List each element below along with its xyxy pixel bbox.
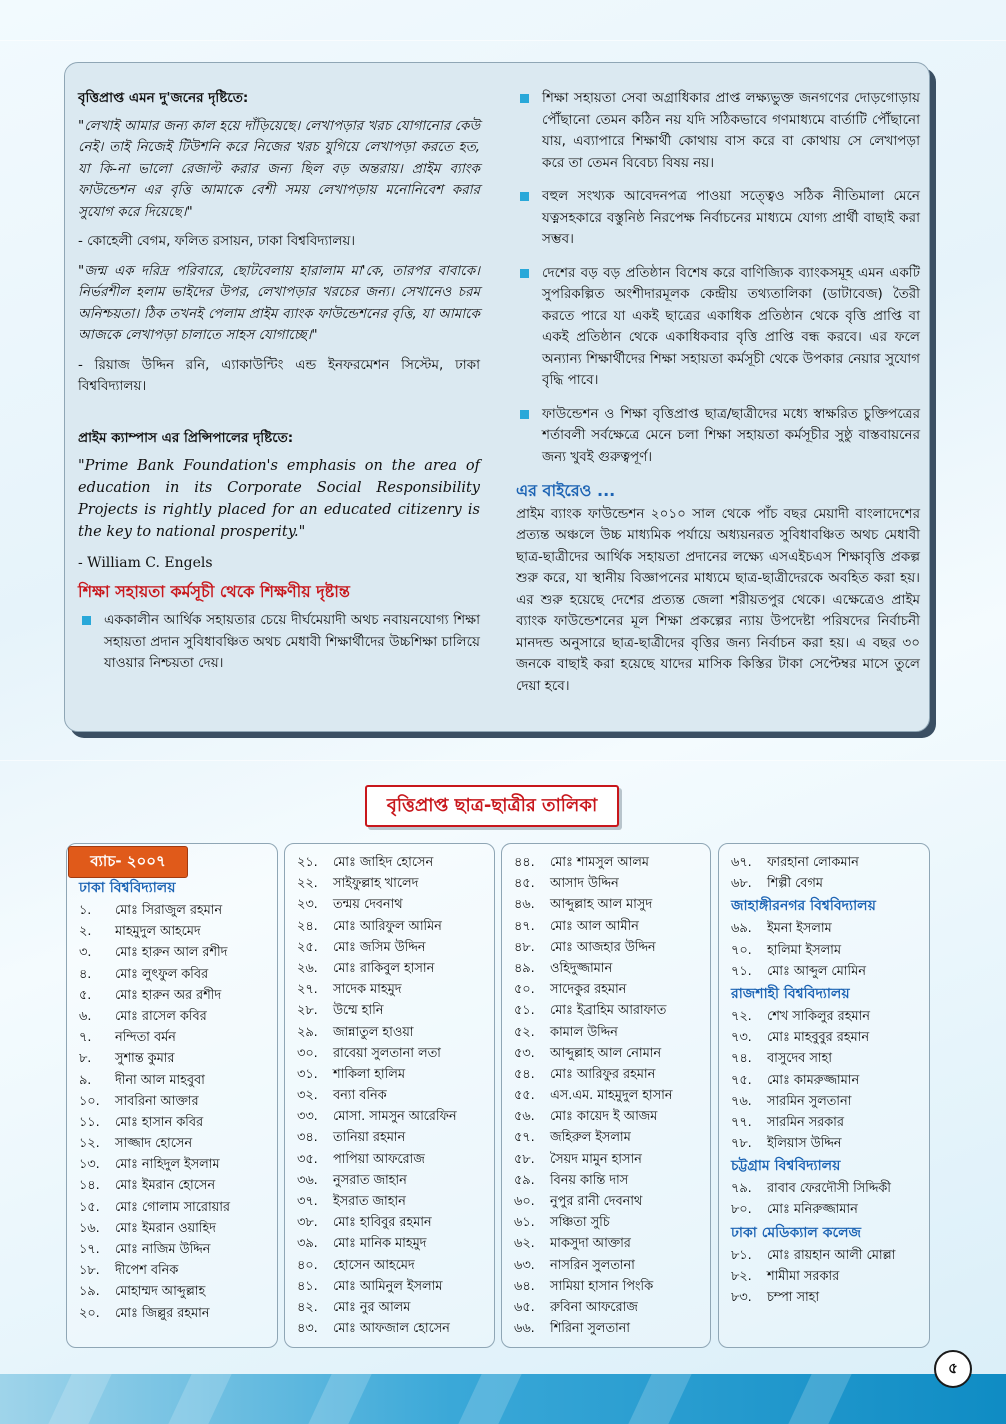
list-item-number: ২৮. — [297, 1003, 318, 1019]
list-item-name: মাকসুদা আক্তার — [550, 1236, 631, 1252]
list-item-number: ৪৩. — [297, 1321, 318, 1337]
list-item-name: পাপিয়া আফরোজ — [333, 1151, 425, 1167]
list-item-number: ৫৩. — [514, 1045, 535, 1061]
list-item-name: মোহাম্মদ আব্দুল্লাহ — [115, 1284, 206, 1300]
list-item — [731, 961, 923, 982]
list-item-name: মোসা. সামসুন আরেফিন — [333, 1109, 457, 1125]
list-item — [731, 940, 923, 961]
list-item-number: ৭০. — [731, 942, 752, 958]
list-item-number: ৩৭. — [297, 1194, 318, 1209]
list-item-name: মোঃ গোলাম সারোয়ার — [115, 1199, 230, 1215]
list-item-number: ৬২. — [514, 1236, 535, 1252]
list-item-number: ৭৪. — [731, 1051, 752, 1067]
list-item-name: মাহমুদুল আহমেদ — [115, 924, 201, 940]
list-item-number: ৫. — [79, 987, 92, 1003]
list-item-number: ৬৬. — [514, 1321, 535, 1337]
attribution-kohely: - কোহেলী বেগম, ফলিত রসায়ন, ঢাকা বিশ্ববিদ্যালয়। — [78, 233, 356, 249]
list-item-name: রুবিনা আফরোজ — [550, 1299, 638, 1315]
list-item-name: মোঃ আফজাল হোসেন — [333, 1321, 450, 1337]
bullet-square-icon — [520, 192, 529, 201]
list-item-name: আব্দুল্লাহ আল মাসুদ — [550, 897, 653, 913]
list-item-name: সাবরিনা আক্তার — [115, 1093, 199, 1109]
list-item-number: ৮২. — [731, 1268, 752, 1284]
list-item — [297, 958, 488, 979]
list-item-number: ৬৭. — [731, 855, 752, 870]
list-item-name: বিনয় কান্তি দাস — [550, 1172, 629, 1188]
list-item-name: দীনা আল মাহবুবা — [115, 1072, 205, 1088]
list-item — [514, 979, 704, 1000]
list-item-name: হালিমা ইসলাম — [767, 942, 841, 958]
list-item — [79, 1260, 271, 1281]
list-item — [297, 894, 488, 915]
principal-quote: "Prime Bank Foundation's emphasis on the area of education in its Corporate Social Responsibility Projects is rightly placed for an educated citizenry is the key to national prosperity." — [78, 458, 480, 540]
list-item-number: ৬১. — [514, 1215, 535, 1231]
list-item — [731, 1006, 923, 1027]
list-item — [297, 1318, 488, 1339]
list-item-name: সাজ্জাদ হোসেন — [115, 1136, 192, 1152]
batch-badge: ব্যাচ- ২০০৭ — [68, 846, 188, 878]
list-item-number: ৩. — [79, 945, 92, 961]
list-item-name: মোঃ রাকিবুল হাসান — [333, 960, 435, 976]
list-item — [79, 1197, 271, 1218]
list-item — [514, 958, 704, 979]
list-item-number: ৪০. — [297, 1257, 318, 1273]
list-item — [297, 1000, 488, 1021]
list-item-number: ৬৫. — [514, 1299, 535, 1315]
list-item-number: ৭১. — [731, 963, 752, 979]
list-item-name: তানিয়া রহমান — [333, 1130, 406, 1146]
list-item — [514, 1043, 704, 1064]
list-item-name: রাবাব ফেরদৌসী সিদ্দিকী — [767, 1181, 891, 1197]
list-item-number: ৪১. — [297, 1278, 318, 1294]
list-item-name: আব্দুল্লাহ আল নোমান — [550, 1045, 662, 1061]
list-item-number: ৫৪. — [514, 1066, 535, 1082]
list-item-name: রাবেয়া সুলতানা লতা — [333, 1045, 441, 1061]
page-number: ৫ — [934, 1350, 972, 1388]
principal-view-heading: প্রাইম ক্যাম্পাস এর প্রিন্সিপালের দৃষ্টিতে: — [78, 429, 294, 446]
list-item — [79, 1070, 271, 1091]
list-item-number: ৫১. — [514, 1003, 535, 1019]
list-item-name: মোঃ মাহবুবুর রহমান — [767, 1030, 870, 1046]
lessons-heading: শিক্ষা সহায়তা কর্মসূচী থেকে শিক্ষণীয় দৃষ্টান্ত — [78, 581, 350, 601]
list-item-name: মোঃ হারুন অর রশীদ — [115, 987, 222, 1003]
list-item-name: শিরিনা সুলতানা — [550, 1321, 631, 1337]
list-item-number: ৩৬. — [297, 1172, 318, 1188]
list-item-number: ১৯. — [79, 1284, 100, 1300]
list-item — [731, 918, 923, 939]
list-item-number: ৪৬. — [514, 897, 535, 913]
list-item-number: ৭২. — [731, 1008, 752, 1024]
lesson-bullet: এককালীন আর্থিক সহায়তার চেয়ে দীর্ঘমেয়াদী অথচ নবায়নযোগ্য শিক্ষা সহায়তা প্রদান সুবিধাবঞ্চিত অথচ মেধাবী শিক্ষার্থীদের উচ্চশিক্ষা চালিয়ে যাওয়ার নিশ্চয়তা দেয়। — [78, 610, 480, 675]
list-item-number: ৩৩. — [297, 1109, 318, 1125]
list-item-name: মোঃ নাহিদুল ইসলাম — [115, 1157, 220, 1173]
list-item-name: সৈয়দ মামুন হাসান — [550, 1151, 642, 1167]
list-item-name: মোঃ ইমরান হোসেন — [115, 1178, 215, 1194]
list-item-name: সাদেকুর রহমান — [550, 982, 627, 998]
list-item-number: ৩৯. — [297, 1236, 318, 1252]
list-item-name: মোঃ হারুন আল রশীদ — [115, 945, 228, 961]
list-item — [731, 852, 923, 873]
list-item — [731, 1027, 923, 1048]
beyond-heading: এর বাইরেও ... — [516, 481, 616, 500]
list-item-name: মোঃ মানিক মাহমুদ — [333, 1236, 427, 1252]
footer-band — [0, 1374, 1006, 1424]
list-item-number: ৭৩. — [731, 1030, 752, 1046]
list-item-name: মোঃ আব্দুল মোমিন — [767, 963, 866, 979]
list-item — [297, 1106, 488, 1127]
list-item — [514, 937, 704, 958]
list-item-number: ৪. — [79, 966, 92, 982]
list-item-name: দীপেশ বনিক — [115, 1263, 179, 1279]
list-item-number: ১৪. — [79, 1178, 100, 1194]
list-item-name: ওহিদুজ্জামান — [550, 960, 613, 976]
list-item-name: বন্যা বনিক — [333, 1088, 387, 1104]
list-item — [514, 1085, 704, 1106]
list-item — [514, 1064, 704, 1085]
list-item-name: এস.এম. মাহমুদুল হাসান — [550, 1088, 673, 1104]
list-item-number: ৩৪. — [297, 1130, 318, 1146]
list-item-number: ১৫. — [79, 1199, 100, 1215]
list-item-name: শাকিলা হালিম — [333, 1066, 405, 1082]
left-column — [78, 88, 480, 687]
list-item-name: সুশান্ত কুমার — [115, 1051, 175, 1067]
list-item — [297, 1149, 488, 1170]
list-item — [731, 1091, 923, 1112]
list-item-number: ৮৩. — [731, 1290, 752, 1305]
list-item-name: শেখ সাকিলুর রহমান — [767, 1008, 870, 1024]
list-item-number: ৫৫. — [514, 1088, 535, 1104]
list-item — [79, 942, 271, 963]
list-item — [514, 1297, 704, 1318]
list-item-name: মোঃ ইমরান ওয়াহিদ — [115, 1220, 216, 1236]
list-item-name: সাদেক মাহমুদ — [333, 982, 402, 998]
list-item-number: ১১. — [79, 1114, 100, 1130]
list-item-name: শিল্পী বেগম — [767, 876, 823, 892]
list-item-number: ৬. — [79, 1008, 92, 1024]
list-item-name: জহিরুল ইসলাম — [550, 1130, 631, 1146]
list-item — [514, 1276, 704, 1297]
list-item-name: সঞ্চিতা সুচি — [550, 1215, 610, 1231]
list-item-name: ইমনা ইসলাম — [767, 921, 832, 937]
list-item — [731, 1266, 923, 1287]
university-heading: রাজশাহী বিশ্ববিদ্যালয় — [731, 985, 850, 1002]
list-item-number: ৩০. — [297, 1045, 318, 1061]
list-item-name: জান্নাতুল হাওয়া — [333, 1024, 414, 1040]
list-item — [731, 1070, 923, 1091]
list-item-number: ৭৫. — [731, 1072, 752, 1088]
lesson-bullet: শিক্ষা সহায়তা সেবা অগ্রাধিকার প্রাপ্ত লক্ষ্যভুক্ত জনগণের দোড়গোড়ায় পৌঁছানো তেমন কঠিন নয় যদি সঠিকভাবে গণমাধ্যমে বার্তাটি পৌঁছানো যায়, এব্যাপারে শিক্ষার্থী কোথায় বাস করে বা কোথায় সে লেখাপড়া করে তা তেমন বিবেচ্য বিষয় নয়। — [516, 88, 920, 174]
list-item-number: ২২. — [297, 876, 318, 892]
list-item — [297, 1297, 488, 1318]
list-item-name: শামীমা সরকার — [767, 1268, 840, 1284]
list-item-name: মোঃ জাহিদ হোসেন — [333, 855, 434, 870]
list-item-number: ২০. — [79, 1305, 100, 1321]
list-item-name: হোসেন আহমেদ — [333, 1257, 415, 1273]
list-item-name: মোঃ জিল্লুর রহমান — [115, 1305, 210, 1321]
list-item-name: নাসরিন সুলতানা — [550, 1257, 635, 1273]
list-item-number: ৯. — [79, 1072, 92, 1088]
list-item-number: ৭৯. — [731, 1181, 752, 1197]
list-item-number: ২৭. — [297, 982, 318, 998]
list-item-name: ইলিয়াস উদ্দিন — [767, 1136, 842, 1152]
list-item — [79, 1027, 271, 1048]
list-item-name: সারমিন সুলতানা — [767, 1093, 852, 1109]
list-item-number: ৩২. — [297, 1088, 318, 1104]
list-item — [297, 1191, 488, 1212]
list-item-name: মোঃ আজহার উদ্দিন — [550, 939, 656, 955]
university-heading: চট্টগ্রাম বিশ্ববিদ্যালয় — [731, 1158, 841, 1175]
list-item-number: ৮. — [79, 1051, 92, 1067]
list-item-name: মোঃ আরিফুল আমিন — [333, 918, 442, 934]
list-item-number: ২৫. — [297, 939, 318, 955]
list-item — [79, 964, 271, 985]
list-item-name: সারমিন সরকার — [767, 1114, 844, 1130]
list-column-3 — [501, 843, 711, 1348]
university-heading: ঢাকা মেডিক্যাল কলেজ — [731, 1224, 862, 1241]
list-item-number: ৪৮. — [514, 939, 535, 955]
list-item-number: ৬৪. — [514, 1278, 535, 1294]
lesson-bullet: ফাউন্ডেশন ও শিক্ষা বৃত্তিপ্রাপ্ত ছাত্র/ছাত্রীদের মধ্যে স্বাক্ষরিত চুক্তিপত্রের শর্তাবলী সর্বক্ষেত্রে মেনে চলা শিক্ষা সহায়তা কর্মসূচীর সুষ্ঠু বাস্তবায়নের জন্য খুবই গুরুত্বপূর্ণ। — [516, 404, 920, 469]
attribution-riaz: - রিয়াজ উদ্দিন রনি, এ্যাকাউন্টিং এন্ড ইনফরমেশন সিস্টেম, ঢাকা বিশ্ববিদ্যালয়। — [78, 356, 480, 394]
list-item — [297, 1022, 488, 1043]
principal-attribution: - William C. Engels — [78, 555, 213, 571]
list-item-number: ৮১. — [731, 1247, 752, 1263]
list-item — [514, 1318, 704, 1339]
list-item — [514, 1233, 704, 1254]
list-item-number: ২. — [79, 924, 92, 940]
bullet-square-icon — [520, 410, 529, 419]
quote-kohely: "লেখাই আমার জন্য কাল হয়ে দাঁড়িয়েছে। লেখাপড়ার খরচ যোগানোর কেউ নেই। তাই নিজেই টিউশনি করে নিজের খরচ যুগিয়ে লেখাপড়া করতে হত, যা কি-না ভালো রেজাল্ট করার জন্য ছিল বড় অন্তরায়। প্রাইম ব্যাংক ফাউন্ডেশন এর বৃত্তি আমাকে বেশী সময় লেখাপড়ায় মনোনিবেশ করার সুযোগ করে দিয়েছে।" — [78, 117, 480, 220]
list-item-number: ৫৬. — [514, 1109, 535, 1125]
list-item-number: ৭৭. — [731, 1114, 752, 1130]
list-item-name: নুপুর রানী দেবনাথ — [550, 1194, 643, 1209]
lesson-bullet: দেশের বড় বড় প্রতিষ্ঠান বিশেষ করে বাণিজ্যিক ব্যাংকসমূহ এমন একটি সুপরিকল্পিত অংশীদারমূলক কেন্দ্রীয় তথ্যতালিকা (ডাটাবেজ) তৈরী করতে পারে যা একই ছাত্রের একাধিক প্রতিষ্ঠান থেকে বৃত্তি প্রাপ্তি বা একই প্রতিষ্ঠান থেকে একাধিকবার বৃত্তি প্রাপ্তি বন্ধ করবে। এর ফলে অন্যান্য শিক্ষার্থীদের শিক্ষা সহায়তা কর্মসূচী থেকে উপকার নেয়ার সুযোগ বৃদ্ধি পাবে। — [516, 263, 920, 392]
list-item-name: নুসরাত জাহান — [333, 1172, 407, 1188]
list-item — [297, 979, 488, 1000]
list-item-number: ৫০. — [514, 982, 535, 998]
list-item — [297, 1127, 488, 1148]
list-item — [79, 1175, 271, 1196]
bullet-square-icon — [82, 616, 91, 625]
list-item-number: ৫৭. — [514, 1130, 535, 1146]
list-item — [297, 1255, 488, 1276]
list-item — [297, 916, 488, 937]
list-item — [514, 1000, 704, 1021]
list-item — [297, 1064, 488, 1085]
list-item-name: মোঃ কায়েদ ই আজম — [550, 1109, 658, 1125]
list-item-number: ৫৯. — [514, 1172, 535, 1188]
list-item — [514, 1191, 704, 1212]
list-item-number: ৭. — [79, 1030, 92, 1046]
lesson-bullet: বহুল সংখ্যক আবেদনপত্র পাওয়া সত্ত্বেও সঠিক নীতিমালা মেনে যত্নসহকারে বস্তুনিষ্ঠ নিরপেক্ষ নির্বাচনের মাধ্যমে যোগ্য প্রার্থী বাছাই করা সম্ভব। — [516, 186, 920, 251]
list-item-number: ১. — [79, 903, 92, 918]
list-item — [514, 873, 704, 894]
list-item — [731, 1112, 923, 1133]
list-item-number: ৬৯. — [731, 921, 752, 937]
list-column-1 — [66, 843, 278, 1348]
scholar-views-heading: বৃত্তিপ্রাপ্ত এমন দু'জনের দৃষ্টিতে: — [78, 90, 249, 106]
list-item-number: ২৬. — [297, 960, 318, 976]
list-item — [731, 1245, 923, 1266]
list-item-number: ১৮. — [79, 1263, 100, 1279]
list-item — [731, 1287, 923, 1308]
list-item — [297, 1170, 488, 1191]
list-item — [514, 894, 704, 915]
list-item-name: মোঃ কামরুজ্জামান — [767, 1072, 860, 1088]
list-item — [79, 985, 271, 1006]
list-item-number: ৪৭. — [514, 918, 535, 934]
list-item-name: মোঃ সিরাজুল রহমান — [115, 903, 223, 918]
list-item-number: ৫২. — [514, 1024, 535, 1040]
list-item-number: ৮০. — [731, 1202, 752, 1218]
list-item — [79, 1239, 271, 1260]
list-item — [514, 1022, 704, 1043]
list-item — [731, 1178, 923, 1199]
list-item — [79, 1154, 271, 1175]
list-item — [514, 1212, 704, 1233]
list-item — [731, 1048, 923, 1069]
list-item — [514, 1149, 704, 1170]
list-item-number: ২৪. — [297, 918, 318, 934]
list-item-name: সাইফুল্লাহ খালেদ — [333, 876, 419, 892]
list-item-number: ৬৮. — [731, 876, 752, 892]
list-item-name: মোঃ ইব্রাহিম আরাফাত — [550, 1003, 667, 1019]
list-item-name: মোঃ রায়হান আলী মোল্লা — [767, 1247, 896, 1263]
list-item — [514, 852, 704, 873]
list-item-name: মোঃ লুৎফুল কবির — [115, 966, 209, 982]
list-item — [79, 1133, 271, 1154]
list-item-name: ফারহানা লোকমান — [767, 855, 859, 870]
list-item-number: ১৬. — [79, 1220, 100, 1236]
list-item-name: মোঃ আমিনুল ইসলাম — [333, 1278, 443, 1294]
list-item — [79, 1281, 271, 1302]
list-item-number: ৩৮. — [297, 1215, 318, 1231]
list-item — [79, 1303, 271, 1324]
list-item-number: ৪২. — [297, 1299, 318, 1315]
list-item-name: মোঃ হাবিবুর রহমান — [333, 1215, 432, 1231]
list-item-number: ১২. — [79, 1136, 100, 1152]
list-item-name: মোঃ জসিম উদ্দিন — [333, 939, 426, 955]
list-item — [297, 1043, 488, 1064]
list-item — [514, 1127, 704, 1148]
list-item-name: বাসুদেব সাহা — [767, 1051, 832, 1067]
list-item — [297, 1212, 488, 1233]
list-item-name: আসাদ উদ্দিন — [550, 876, 619, 892]
list-item — [297, 1276, 488, 1297]
list-item-name: তন্ময় দেবনাথ — [333, 897, 403, 913]
list-item-number: ১৭. — [79, 1242, 100, 1257]
list-item-name: নন্দিতা বর্মন — [115, 1030, 176, 1046]
list-item — [79, 1218, 271, 1239]
list-column-4 — [718, 843, 930, 1348]
list-item-number: ৫৮. — [514, 1151, 535, 1167]
list-item — [297, 1085, 488, 1106]
list-column-2 — [284, 843, 495, 1348]
list-item-number: ২৯. — [297, 1024, 318, 1040]
list-item-name: মোঃ মনিরুজ্জামান — [767, 1202, 858, 1218]
list-item-name: উম্মে হানি — [333, 1003, 384, 1019]
list-item — [79, 1006, 271, 1027]
list-item-name: মোঃ আরিফুর রহমান — [550, 1066, 656, 1082]
list-item-name: মোঃ নুর আলম — [333, 1299, 411, 1315]
quote-riaz: "জন্ম এক দরিদ্র পরিবারে, ছোটবেলায় হারালাম মা'কে, তারপর বাবাকে। নির্ভরশীল হলাম ভাইদের উপর, লেখাপড়ার খরচের জন্য। সেখানেও চরম অনিশ্চয়তা। ঠিক তখনই পেলাম প্রাইম ব্যাংক ফাউন্ডেশনের বৃত্তি, যা আমাকে আজকে লেখাপড়া চালাতে সাহস যোগাচ্ছে।" — [78, 262, 480, 343]
list-item-number: ৪৫. — [514, 876, 535, 892]
scholar-list-title: বৃত্তিপ্রাপ্ত ছাত্র-ছাত্রীর তালিকা — [365, 785, 619, 827]
list-item — [79, 921, 271, 942]
list-item — [79, 900, 271, 921]
list-item-name: মোঃ রাসেল কবির — [115, 1008, 207, 1024]
list-item — [297, 873, 488, 894]
list-item — [79, 1112, 271, 1133]
list-item-number: ৭৬. — [731, 1093, 752, 1109]
university-heading: ঢাকা বিশ্ববিদ্যালয় — [79, 880, 176, 896]
list-item-name: মোঃ নাজিম উদ্দিন — [115, 1242, 211, 1257]
university-heading: জাহাঙ্গীরনগর বিশ্ববিদ্যালয় — [731, 898, 876, 915]
list-item-name: চম্পা সাহা — [767, 1290, 820, 1305]
list-item — [514, 916, 704, 937]
list-item-name: সামিয়া হাসান পিংকি — [550, 1278, 654, 1294]
list-item — [731, 873, 923, 894]
list-item — [514, 1170, 704, 1191]
list-item-name: ইসরাত জাহান — [333, 1194, 406, 1209]
list-item-number: ৪৯. — [514, 960, 535, 976]
list-item — [79, 1048, 271, 1069]
list-item-number: ৬০. — [514, 1194, 535, 1209]
list-item-number: ২৩. — [297, 897, 318, 913]
list-item-number: ১০. — [79, 1093, 100, 1109]
list-item-name: কামাল উদ্দিন — [550, 1024, 618, 1040]
list-item — [297, 1233, 488, 1254]
list-item-number: ৪৪. — [514, 855, 535, 870]
list-item — [514, 1106, 704, 1127]
list-item-number: ৩১. — [297, 1066, 318, 1082]
list-item-number: ৭৮. — [731, 1136, 752, 1152]
list-item — [731, 1199, 923, 1220]
list-item — [297, 937, 488, 958]
list-item-number: ১৩. — [79, 1157, 100, 1173]
list-item — [297, 852, 488, 873]
list-item-name: মোঃ শামসুল আলম — [550, 855, 649, 870]
list-item-number: ৬৩. — [514, 1257, 535, 1273]
list-item — [514, 1255, 704, 1276]
right-column — [516, 88, 920, 697]
bullet-square-icon — [520, 94, 529, 103]
bullet-square-icon — [520, 269, 529, 278]
list-item — [79, 1091, 271, 1112]
list-item — [731, 1133, 923, 1154]
list-item-name: মোঃ হাসান কবির — [115, 1114, 203, 1130]
list-item-number: ৩৫. — [297, 1151, 318, 1167]
list-item-number: ২১. — [297, 855, 318, 870]
beyond-paragraph: প্রাইম ব্যাংক ফাউন্ডেশন ২০১০ সাল থেকে পাঁচ বছর মেয়াদী বাংলাদেশের প্রত্যন্ত অঞ্চলে উচ্চ মাধ্যমিক পর্যায়ে অধ্যয়নরত সুবিধাবঞ্চিত অথচ মেধাবী ছাত্র-ছাত্রীদের আর্থিক সহায়তা প্রদানের লক্ষ্যে এসএইচএস শিক্ষাবৃত্তি প্রকল্প শুরু করে, যা স্থানীয় বিজ্ঞাপনের মাধ্যমে ছাত্র-ছাত্রীদেরকে অবহিত করা হয়। এর শুরু হয়েছে দেশের প্রত্যন্ত জেলা শরীয়তপুর থেকে। এক্ষেত্রেও প্রাইম ব্যাংক ফাউন্ডেশনের মূল শিক্ষা প্রকল্পের ন্যায় উপদেষ্টা পরিষদের নির্বাচনী মানদন্ড অনুসারে ছাত্র-ছাত্রীদের বৃত্তির জন্য নির্বাচন করা হয়। এ বছর ৩০ জনকে বাছাই করা হয়েছে যাদের মাসিক কিস্তির টাকা সেপ্টেম্বর মাসে তুলে দেয়া হবে। — [516, 505, 920, 694]
list-item-name: মোঃ আল আমীন — [550, 918, 639, 934]
